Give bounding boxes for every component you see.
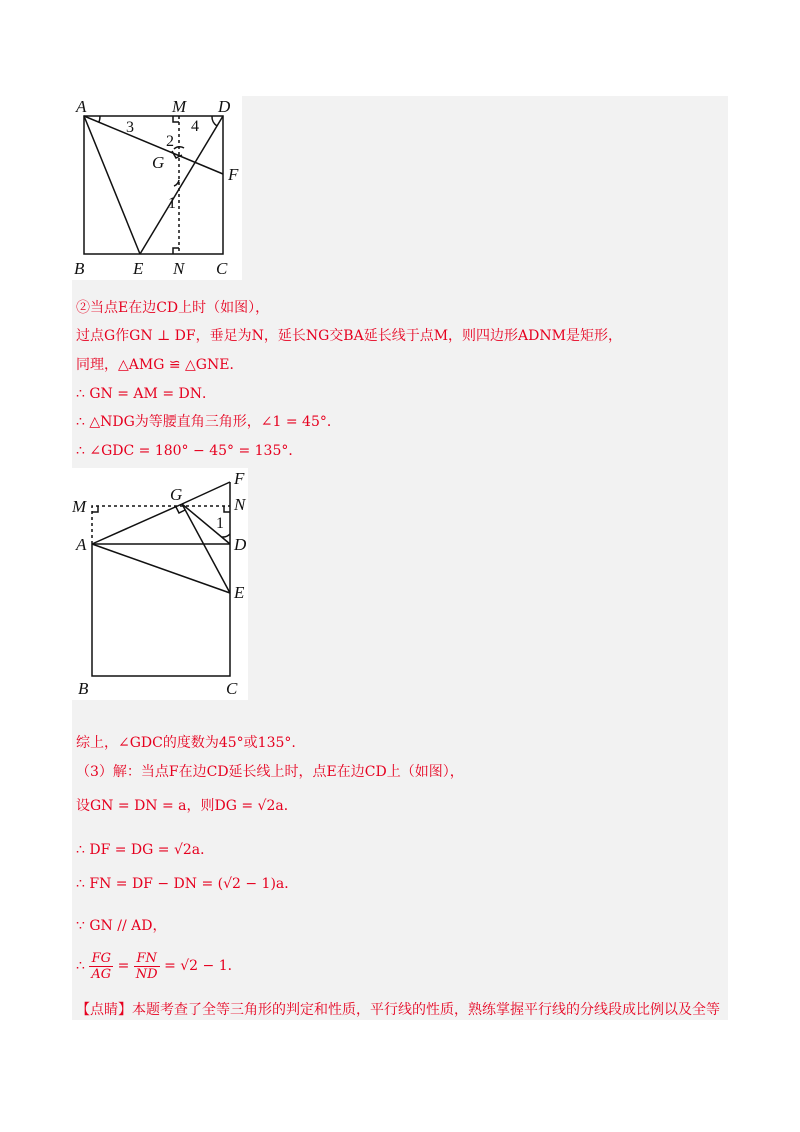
text-line-6: ∴ ∠GDC = 180° − 45° = 135°． bbox=[76, 443, 303, 459]
label-e: E bbox=[234, 583, 245, 602]
angle-arc-1 bbox=[222, 534, 230, 537]
right-angle-n bbox=[173, 248, 179, 254]
text-line-7: 综上，∠GDC的度数为45°或135°. bbox=[76, 735, 296, 751]
right-angle-m bbox=[92, 506, 98, 512]
angle-arc-1 bbox=[174, 180, 179, 186]
text-line-4: ∴ GN = AM = DN． bbox=[76, 386, 216, 402]
geometry-figure-1 bbox=[72, 96, 242, 280]
geometry-figure-2 bbox=[72, 468, 248, 700]
square-abcd bbox=[84, 116, 223, 254]
segment-ae bbox=[84, 116, 140, 254]
fraction-fn-nd bbox=[134, 951, 160, 982]
fraction-denominator-nd: ND bbox=[135, 966, 158, 982]
text-line-3: 同理，△AMG ≌ △GNE． bbox=[76, 357, 244, 373]
label-angle-1: 1 bbox=[216, 515, 224, 532]
label-g: G bbox=[170, 485, 183, 504]
label-b: B bbox=[78, 679, 89, 698]
label-angle-2: 2 bbox=[166, 133, 174, 150]
fraction-denominator-ag: AG bbox=[91, 966, 112, 982]
label-n: N bbox=[173, 259, 185, 278]
label-m: M bbox=[172, 97, 187, 116]
segment-mn bbox=[92, 506, 230, 544]
label-c: C bbox=[226, 679, 238, 698]
fraction-fg-ag bbox=[89, 951, 113, 982]
equals-sign: = bbox=[117, 958, 130, 974]
label-a: A bbox=[76, 535, 87, 554]
angle-arc-3 bbox=[99, 116, 100, 122]
segment-gf bbox=[182, 482, 230, 504]
label-angle-4: 4 bbox=[191, 118, 199, 135]
segment-ag bbox=[92, 504, 182, 544]
label-d: D bbox=[234, 535, 247, 554]
square-lower bbox=[92, 544, 230, 676]
result-value: = √2 − 1． bbox=[164, 958, 242, 974]
label-g: G bbox=[152, 153, 165, 172]
fraction-numerator-fg: FG bbox=[89, 951, 113, 967]
fraction-numerator-fn: FN bbox=[134, 951, 160, 967]
text-line-12: ∵ GN // AD， bbox=[76, 918, 167, 934]
text-line-9: 设GN = DN = a，则DG = √2a． bbox=[76, 798, 298, 814]
label-c: C bbox=[216, 259, 228, 278]
label-n: N bbox=[234, 495, 246, 514]
label-angle-1: 1 bbox=[168, 195, 176, 212]
label-a: A bbox=[76, 97, 87, 116]
therefore-symbol: ∴ bbox=[76, 958, 85, 974]
text-line-10: ∴ DF = DG = √2a． bbox=[76, 842, 215, 858]
text-line-14: 【点睛】本题考查了全等三角形的判定和性质，平行线的性质，熟练掌握平行线的分线段成比例以及全等 bbox=[76, 1002, 720, 1018]
segment-ed bbox=[140, 116, 223, 254]
label-f: F bbox=[228, 165, 239, 184]
text-line-8: （3）解：当点F在边CD延长线上时，点E在边CD上（如图）， bbox=[76, 764, 464, 780]
figure-2-svg bbox=[72, 468, 248, 700]
angle-arc-4 bbox=[212, 116, 217, 126]
label-e: E bbox=[133, 259, 144, 278]
right-angle-n bbox=[224, 506, 230, 512]
text-line-11: ∴ FN = DF − DN = (√2 − 1)a． bbox=[76, 876, 299, 892]
label-m: M bbox=[72, 497, 87, 516]
figure-1-svg bbox=[72, 96, 242, 280]
text-line-1: ②当点E在边CD上时（如图）， bbox=[76, 300, 270, 316]
right-angle-m bbox=[173, 116, 179, 122]
text-line-2: 过点G作GN ⊥ DF，垂足为N，延长NG交BA延长线于点M，则四边形ADNM是矩形， bbox=[76, 328, 622, 344]
segment-ae bbox=[92, 544, 230, 593]
text-line-5: ∴ △NDG为等腰直角三角形，∠1 = 45°． bbox=[76, 414, 341, 430]
label-f: F bbox=[234, 469, 245, 488]
text-line-13 bbox=[76, 950, 242, 982]
label-d: D bbox=[218, 97, 231, 116]
label-angle-3: 3 bbox=[126, 119, 134, 136]
label-b: B bbox=[74, 259, 85, 278]
